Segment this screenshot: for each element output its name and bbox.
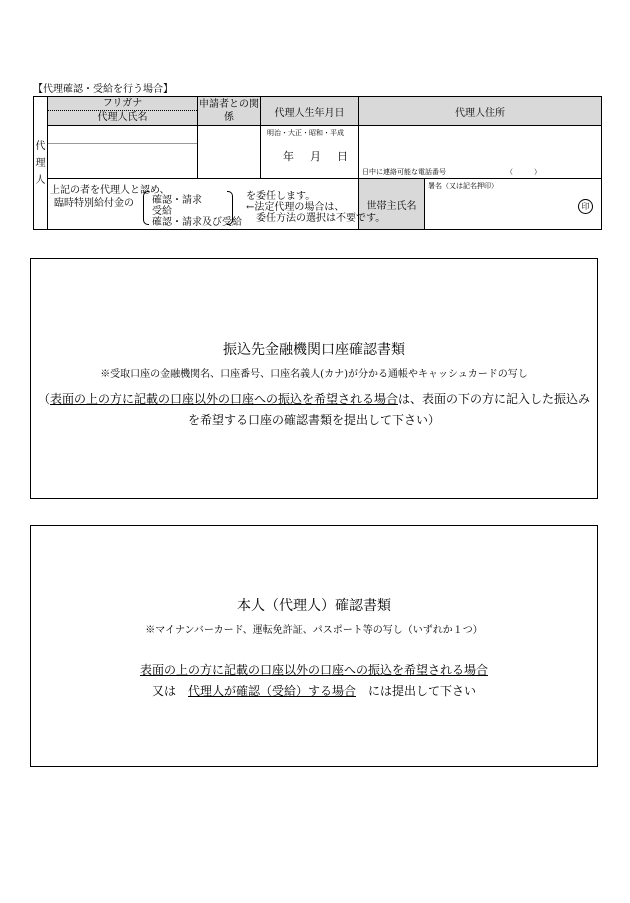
- bank-account-docs-box: [30, 258, 598, 499]
- signature-label: 署名（又は記名押印）: [428, 182, 498, 190]
- month-label: 月: [310, 150, 321, 163]
- name-header: [48, 97, 198, 126]
- year-label: 年: [283, 150, 294, 163]
- identity-docs-box: [30, 525, 598, 767]
- identity-docs-note: ※マイナンバーカード、運転免許証、パスポート等の写し（いずれか１つ）: [145, 625, 483, 636]
- identity-docs-title: 本人（代理人）確認書類: [237, 598, 391, 614]
- era-options: 明治・大正・昭和・平成: [267, 129, 344, 137]
- agent-side-label: 代 理 人: [34, 97, 48, 230]
- legal-note-2: 委任方法の選択は不要です。: [256, 213, 386, 224]
- entrust-text: を委任します。: [246, 191, 316, 202]
- daytime-phone-field[interactable]: 日中に連絡可能な電話番号 （ ）: [362, 168, 541, 176]
- section-title: 【代理確認・受給を行う場合】: [33, 84, 173, 95]
- birthdate-header: 代理人生年月日: [261, 97, 359, 126]
- agent-form-table: [33, 96, 602, 230]
- legal-note-1: ←法定代理の場合は、: [246, 202, 345, 213]
- seal-icon: 印: [578, 199, 593, 214]
- option-receive[interactable]: 受給: [152, 206, 172, 217]
- delegation-options[interactable]: [143, 191, 242, 228]
- option-confirm-request[interactable]: 確認・請求: [152, 195, 202, 206]
- bank-docs-instructions: （表面の上の方に記載の口座以外の口座への振込を希望される場合は、表面の下の方に記入した振込みを希望する口座の確認書類を提出して下さい）: [37, 392, 591, 427]
- signature-field[interactable]: [425, 179, 602, 230]
- agent-name-field[interactable]: [48, 126, 198, 179]
- identity-docs-instructions: 表面の上の方に記載の口座以外の口座への振込を希望される場合 又は 代理人が確認（受給）する場合 には提出して下さい: [139, 663, 488, 698]
- agent-name-header: 代理人氏名: [97, 112, 148, 123]
- birthdate-field[interactable]: [261, 126, 359, 179]
- address-header: 代理人住所: [359, 97, 602, 126]
- householder-name-label: 世帯主氏名: [359, 179, 425, 230]
- furigana-header: フリガナ: [48, 97, 197, 111]
- address-field[interactable]: [359, 126, 602, 179]
- delegation-statement: 上記の者を代理人と認め、 臨時特別給付金の 確認・請求 受給 確認・請求及び受給 を委任します。 ←法定代理の場合は、 委任方法の選択は不要です。: [48, 179, 359, 230]
- bank-docs-note: ※受取口座の金融機関名、口座番号、口座名義人(カナ)が分かる通帳やキャッシュカードの写し: [100, 369, 528, 380]
- relation-field[interactable]: [198, 126, 261, 179]
- bank-docs-title: 振込先金融機関口座確認書類: [223, 342, 405, 358]
- day-label: 日: [337, 150, 348, 163]
- relation-header: 申請者との関係: [198, 97, 261, 126]
- option-both[interactable]: 確認・請求及び受給: [152, 217, 242, 228]
